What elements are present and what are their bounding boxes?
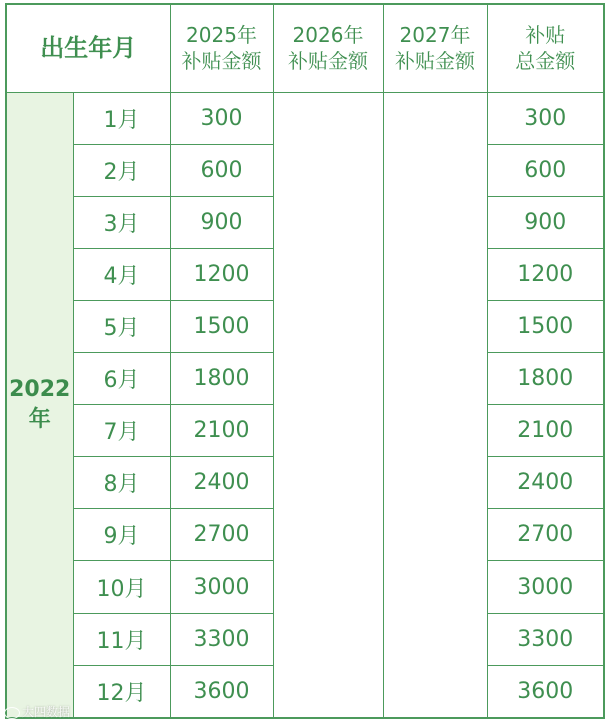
header-2027-year: 2027年 — [399, 23, 471, 48]
month-cell: 3月 — [73, 196, 170, 248]
amount-2025-cell: 1200 — [170, 248, 273, 300]
subsidy-table — [5, 3, 605, 719]
total-cell: 1800 — [487, 353, 604, 405]
amount-2025-cell: 2700 — [170, 509, 273, 561]
year-suffix: 年 — [28, 406, 51, 432]
header-row — [6, 4, 604, 92]
header-total — [487, 4, 604, 92]
month-cell: 4月 — [73, 248, 170, 300]
amount-2026-cell — [273, 92, 383, 718]
month-cell: 5月 — [73, 300, 170, 352]
month-cell: 10月 — [73, 561, 170, 613]
header-2025-year: 2025年 — [186, 23, 257, 48]
amount-2025-cell: 900 — [170, 196, 273, 248]
weibo-icon — [4, 707, 20, 719]
month-cell: 8月 — [73, 457, 170, 509]
header-birth-month: 出生年月 — [6, 4, 170, 92]
month-cell: 1月 — [73, 92, 170, 144]
month-cell: 2月 — [73, 144, 170, 196]
total-cell: 2100 — [487, 405, 604, 457]
total-cell: 3600 — [487, 665, 604, 718]
table-body — [6, 92, 604, 718]
month-cell: 9月 — [73, 509, 170, 561]
header-2026-year: 2026年 — [292, 23, 364, 48]
watermark-text: 大四数据 — [22, 705, 71, 719]
header-total-line1: 补贴 — [525, 23, 566, 48]
month-cell: 12月 — [73, 665, 170, 718]
amount-2025-cell: 3600 — [170, 665, 273, 718]
table-row — [6, 92, 604, 144]
amount-2025-cell: 1800 — [170, 353, 273, 405]
year-number: 2022 — [9, 376, 71, 402]
header-2025-label: 补贴金额 — [181, 49, 262, 74]
amount-2025-cell: 3300 — [170, 613, 273, 665]
total-cell: 1500 — [487, 300, 604, 352]
amount-2025-cell: 2100 — [170, 405, 273, 457]
month-cell: 7月 — [73, 405, 170, 457]
header-total-line2: 总金额 — [515, 49, 576, 74]
amount-2025-cell: 600 — [170, 144, 273, 196]
total-cell: 900 — [487, 196, 604, 248]
header-2025 — [170, 4, 273, 92]
total-cell: 1200 — [487, 248, 604, 300]
amount-2025-cell: 3000 — [170, 561, 273, 613]
total-cell: 2400 — [487, 457, 604, 509]
year-cell — [6, 92, 73, 718]
watermark — [4, 703, 70, 720]
total-cell: 3000 — [487, 561, 604, 613]
header-2027 — [383, 4, 487, 92]
amount-2027-cell — [383, 92, 487, 718]
header-2026-label: 补贴金额 — [288, 49, 368, 74]
month-cell: 6月 — [73, 353, 170, 405]
header-2027-label: 补贴金额 — [395, 49, 475, 74]
total-cell: 300 — [487, 92, 604, 144]
header-2026 — [273, 4, 383, 92]
total-cell: 3300 — [487, 613, 604, 665]
amount-2025-cell: 1500 — [170, 300, 273, 352]
amount-2025-cell: 300 — [170, 92, 273, 144]
total-cell: 600 — [487, 144, 604, 196]
amount-2025-cell: 2400 — [170, 457, 273, 509]
total-cell: 2700 — [487, 509, 604, 561]
month-cell: 11月 — [73, 613, 170, 665]
